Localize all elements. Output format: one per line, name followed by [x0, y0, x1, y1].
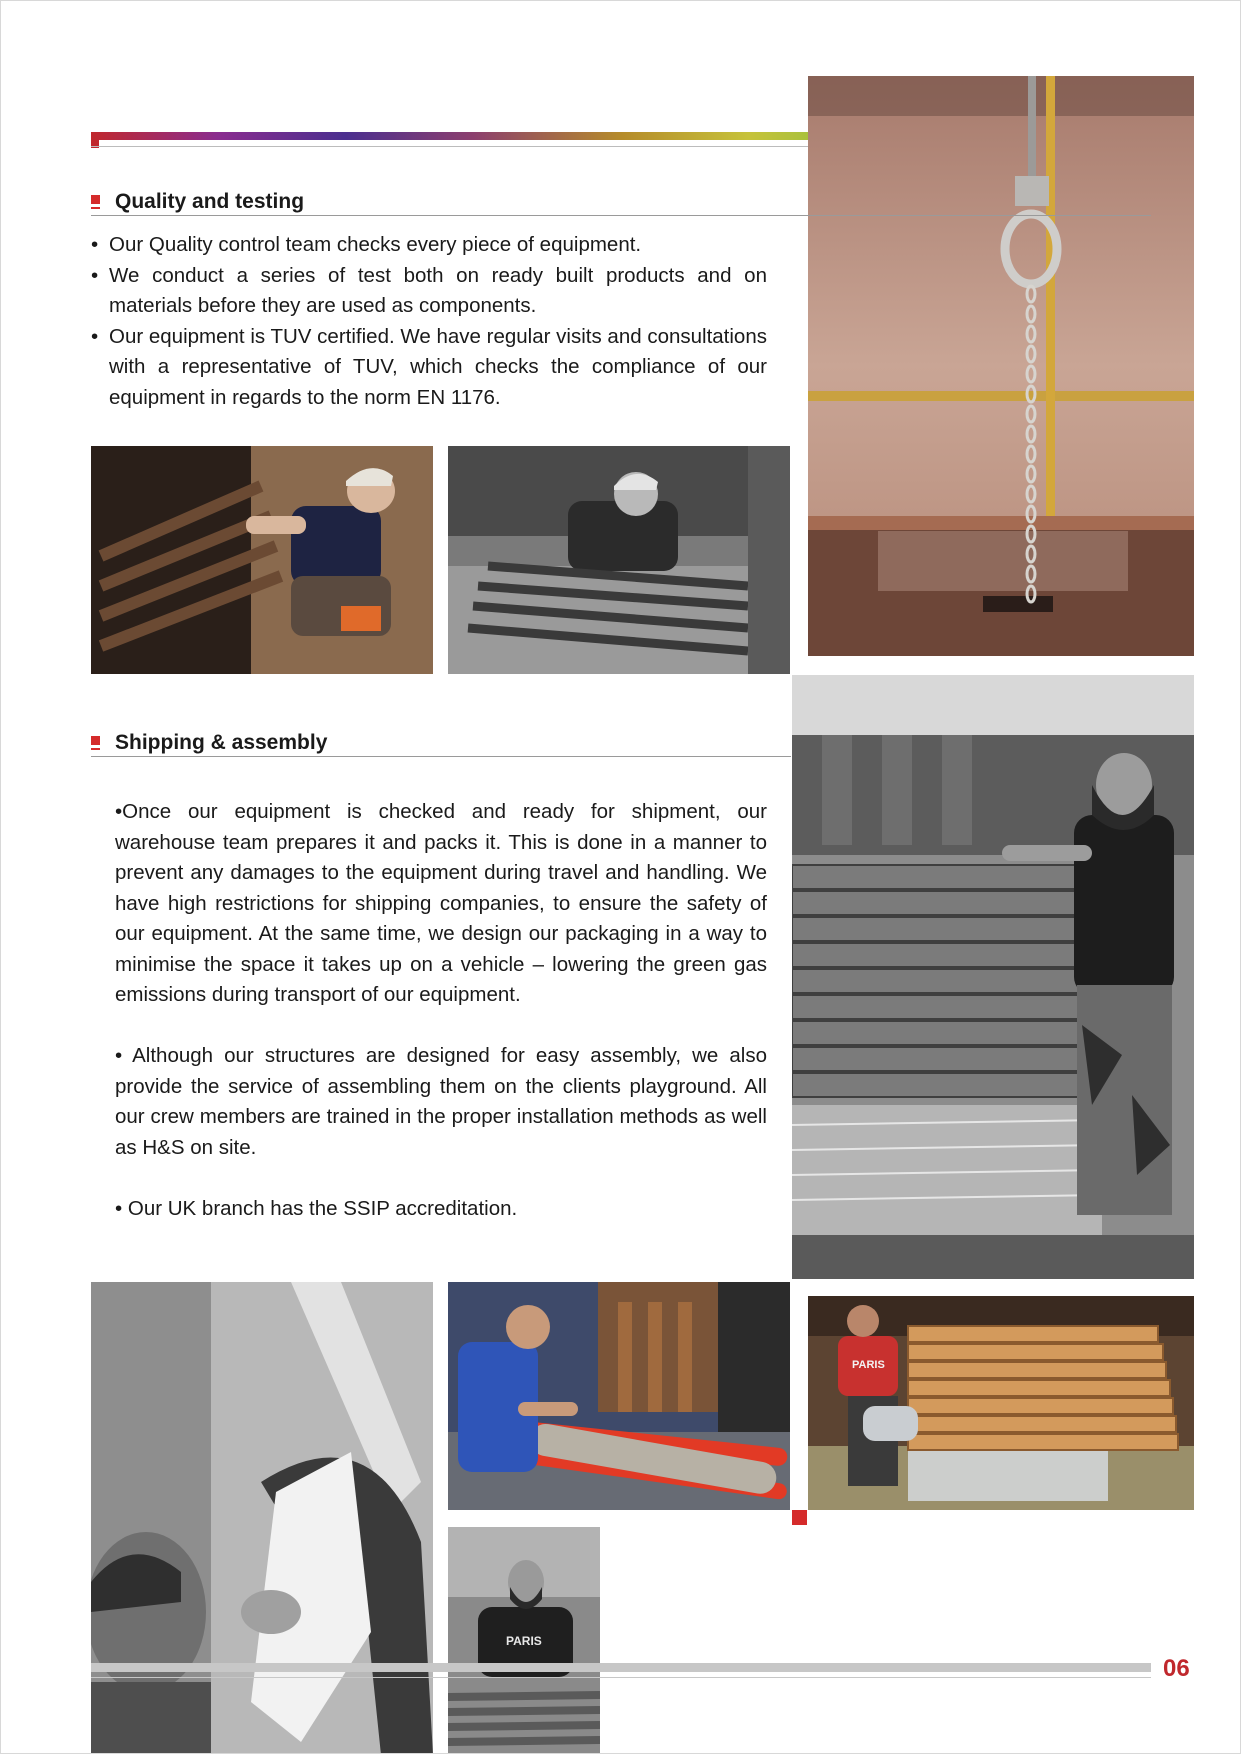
red-corner-square — [792, 1510, 807, 1525]
shipping-text — [115, 797, 767, 1255]
quality-bullet: • We conduct a series of test both on ready built products and on materials before they are used as components. — [91, 261, 767, 322]
section-heading-shipping — [91, 730, 791, 756]
photo-packed-planks-bw — [792, 675, 1194, 1279]
page-number: 06 — [1163, 1655, 1190, 1682]
section-marker-icon — [91, 195, 100, 211]
section-title-shipping: Shipping & assembly — [115, 731, 328, 754]
section-title-quality: Quality and testing — [115, 190, 305, 213]
quality-bullet: • Our Quality control team checks every piece of equipment. — [91, 230, 767, 261]
footer-rule — [91, 1677, 1151, 1678]
photo-crew-member-bw — [448, 1527, 600, 1754]
section-rule-shipping — [91, 756, 791, 757]
section-marker-icon — [91, 736, 100, 752]
photo-cutting-red-pipes — [448, 1282, 790, 1510]
tshirt-print-text: PARIS — [506, 1634, 542, 1648]
section-heading-quality — [91, 189, 1151, 215]
quality-bullet-list — [91, 230, 767, 413]
footer-bar — [91, 1663, 1151, 1672]
photo-wrapping-package — [808, 1296, 1194, 1510]
photo-wrapping-pipe-bw — [91, 1282, 433, 1754]
shipping-paragraph: •Once our equipment is checked and ready for shipment, our warehouse team prepares it and packs it. This is done in a manner to prevent any damages to the equipment during travel and handling. We have high restrictions for shipping companies, to ensure the safety of our equipment. At the same time, we design our packaging in a way to minimise the space it takes up on a vehicle – lowering the green gas emissions during transport of our equipment. — [115, 800, 767, 1006]
section-rule-quality — [91, 215, 1151, 216]
shipping-paragraph: • Although our structures are designed for easy assembly, we also provide the service of assembling them on the clients playground. All our crew members are trained in the proper installation methods as well as H&S on site. — [115, 1044, 767, 1159]
photo-worker-measuring — [91, 446, 433, 674]
photo-worker-inspecting-bw — [448, 446, 790, 674]
quality-bullet: • Our equipment is TUV certified. We have regular visits and consultations with a representative of TUV, which checks the compliance of our equipment in regards to the norm EN 1176. — [91, 322, 767, 414]
shipping-paragraph: • Our UK branch has the SSIP accreditation. — [115, 1196, 518, 1220]
tshirt-print-text: PARIS — [852, 1359, 885, 1371]
photo-chain-test — [808, 76, 1194, 656]
